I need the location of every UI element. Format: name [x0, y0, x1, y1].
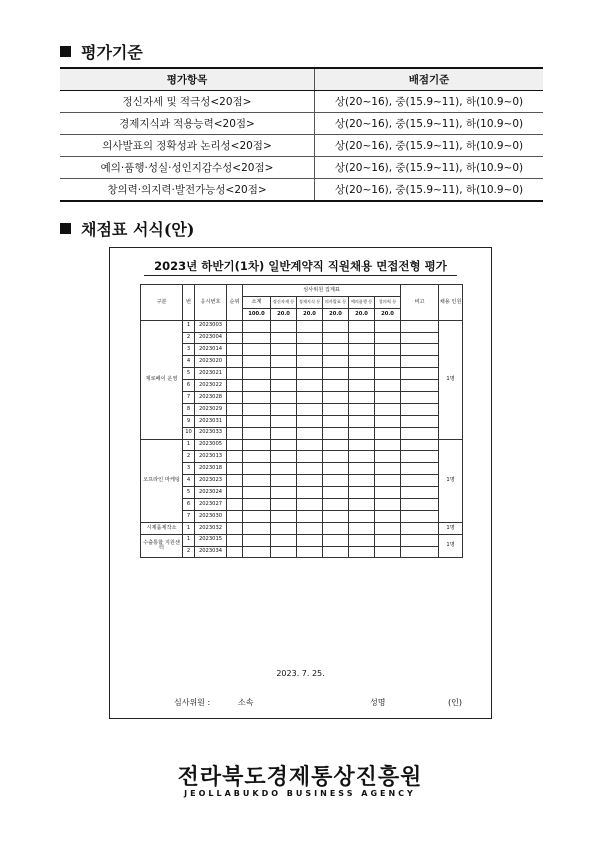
score-cell	[349, 463, 375, 475]
score-cell	[227, 463, 243, 475]
row-number: 1	[183, 534, 195, 546]
score-cell	[375, 487, 401, 499]
score-cell	[323, 368, 349, 380]
score-cell	[243, 368, 271, 380]
header-item-1: 정신자세 등	[271, 296, 297, 308]
score-cell	[349, 427, 375, 439]
row-number: 10	[183, 427, 195, 439]
square-bullet-icon	[60, 223, 71, 234]
row-number: 2	[183, 332, 195, 344]
score-row	[141, 499, 463, 511]
score-cell	[375, 546, 401, 558]
score-cell	[349, 380, 375, 392]
header-exam-no: 응시번호	[195, 285, 227, 321]
score-row	[141, 510, 463, 522]
score-row	[141, 415, 463, 427]
score-cell	[297, 368, 323, 380]
score-cell	[227, 332, 243, 344]
exam-number: 2023005	[195, 439, 227, 451]
score-cell	[243, 332, 271, 344]
score-cell	[227, 451, 243, 463]
score-cell	[401, 546, 439, 558]
title-underline	[144, 275, 457, 276]
score-cell	[227, 356, 243, 368]
row-number: 4	[183, 475, 195, 487]
score-cell	[243, 380, 271, 392]
score-cell	[243, 463, 271, 475]
score-cell	[243, 451, 271, 463]
score-cell	[271, 463, 297, 475]
exam-number: 2023015	[195, 534, 227, 546]
total-item-1: 20.0	[271, 308, 297, 320]
score-cell	[243, 392, 271, 404]
score-cell	[271, 320, 297, 332]
criteria-table	[60, 67, 543, 202]
header-item-4: 예의품행 등	[349, 296, 375, 308]
score-cell	[297, 403, 323, 415]
score-cell	[375, 475, 401, 487]
score-cell	[349, 403, 375, 415]
score-cell	[227, 344, 243, 356]
criteria-row	[60, 135, 543, 157]
score-cell	[375, 380, 401, 392]
name-label: 성명	[370, 698, 386, 707]
score-row	[141, 320, 463, 332]
exam-number: 2023023	[195, 475, 227, 487]
criteria-row	[60, 113, 543, 135]
score-cell	[243, 475, 271, 487]
score-cell	[243, 522, 271, 534]
score-cell	[297, 451, 323, 463]
score-cell	[401, 344, 439, 356]
score-cell	[375, 510, 401, 522]
score-cell	[323, 475, 349, 487]
score-cell	[227, 546, 243, 558]
total-item-5: 20.0	[375, 308, 401, 320]
score-cell	[243, 356, 271, 368]
score-cell	[323, 510, 349, 522]
exam-number: 2023018	[195, 463, 227, 475]
criteria-header-score: 배점기준	[315, 68, 544, 91]
score-cell	[401, 380, 439, 392]
row-number: 3	[183, 344, 195, 356]
score-cell	[375, 332, 401, 344]
score-cell	[349, 475, 375, 487]
judge-label: 심사위원 :	[174, 698, 211, 707]
score-cell	[401, 534, 439, 546]
score-cell	[323, 332, 349, 344]
score-cell	[323, 380, 349, 392]
score-cell	[349, 522, 375, 534]
score-cell	[349, 392, 375, 404]
criteria-row	[60, 179, 543, 202]
row-number: 6	[183, 380, 195, 392]
row-number: 2	[183, 546, 195, 558]
score-cell	[243, 403, 271, 415]
header-hires: 채용 인원	[439, 285, 463, 321]
score-cell	[297, 475, 323, 487]
score-cell	[323, 427, 349, 439]
score-cell	[323, 522, 349, 534]
header-rank: 순위	[227, 285, 243, 321]
score-cell	[243, 320, 271, 332]
score-cell	[349, 439, 375, 451]
total-item-3: 20.0	[323, 308, 349, 320]
exam-number: 2023014	[195, 344, 227, 356]
square-bullet-icon	[60, 46, 71, 57]
score-cell	[375, 439, 401, 451]
criteria-score: 상(20~16), 중(15.9~11), 하(10.9~0)	[315, 135, 544, 157]
score-cell	[375, 463, 401, 475]
score-cell	[349, 344, 375, 356]
score-cell	[271, 546, 297, 558]
row-number: 5	[183, 487, 195, 499]
criteria-item: 예의·품행·성실·성인지감수성<20점>	[60, 157, 315, 179]
score-row	[141, 463, 463, 475]
score-cell	[401, 463, 439, 475]
hires-cell: 1명	[439, 534, 463, 558]
score-cell	[349, 499, 375, 511]
score-cell	[375, 499, 401, 511]
score-cell	[297, 415, 323, 427]
score-cell	[227, 403, 243, 415]
header-judge-group: 심사위원 집계표	[243, 285, 401, 297]
criteria-score: 상(20~16), 중(15.9~11), 하(10.9~0)	[315, 91, 544, 113]
score-cell	[271, 499, 297, 511]
score-cell	[297, 380, 323, 392]
score-cell	[401, 427, 439, 439]
score-cell	[401, 451, 439, 463]
row-number: 7	[183, 392, 195, 404]
score-table	[140, 284, 463, 558]
affiliation-label: 소속	[238, 698, 254, 707]
header-item-5: 창의력 등	[375, 296, 401, 308]
exam-number: 2023021	[195, 368, 227, 380]
score-cell	[297, 463, 323, 475]
score-cell	[271, 392, 297, 404]
score-cell	[271, 344, 297, 356]
header-item-2: 경제지식 등	[297, 296, 323, 308]
exam-number: 2023022	[195, 380, 227, 392]
score-cell	[227, 499, 243, 511]
score-cell	[401, 320, 439, 332]
score-cell	[297, 499, 323, 511]
exam-number: 2023033	[195, 427, 227, 439]
hires-cell: 1명	[439, 320, 463, 439]
row-number: 4	[183, 356, 195, 368]
row-number: 3	[183, 463, 195, 475]
total-item-4: 20.0	[349, 308, 375, 320]
score-cell	[401, 510, 439, 522]
score-cell	[323, 344, 349, 356]
score-cell	[271, 380, 297, 392]
score-cell	[323, 415, 349, 427]
score-cell	[375, 368, 401, 380]
score-cell	[323, 534, 349, 546]
division-cell: 오프라인 마케팅	[141, 439, 183, 522]
row-number: 6	[183, 499, 195, 511]
score-cell	[297, 510, 323, 522]
exam-number: 2023013	[195, 451, 227, 463]
hires-cell: 1명	[439, 439, 463, 522]
score-cell	[243, 499, 271, 511]
score-cell	[227, 510, 243, 522]
score-sheet	[109, 247, 492, 719]
score-cell	[323, 487, 349, 499]
row-number: 1	[183, 522, 195, 534]
score-cell	[349, 368, 375, 380]
score-cell	[401, 487, 439, 499]
score-cell	[297, 427, 323, 439]
criteria-item: 경제지식과 적용능력<20점>	[60, 113, 315, 135]
score-cell	[349, 546, 375, 558]
score-cell	[323, 403, 349, 415]
score-cell	[401, 356, 439, 368]
score-cell	[297, 487, 323, 499]
score-cell	[243, 546, 271, 558]
division-cell: 수출통합 지원센터	[141, 534, 183, 558]
score-cell	[323, 499, 349, 511]
score-cell	[271, 487, 297, 499]
criteria-score: 상(20~16), 중(15.9~11), 하(10.9~0)	[315, 113, 544, 135]
exam-number: 2023028	[195, 392, 227, 404]
score-cell	[349, 510, 375, 522]
score-cell	[271, 427, 297, 439]
row-number: 1	[183, 439, 195, 451]
score-row	[141, 392, 463, 404]
score-cell	[375, 415, 401, 427]
score-cell	[297, 534, 323, 546]
score-cell	[227, 439, 243, 451]
row-number: 5	[183, 368, 195, 380]
score-cell	[227, 534, 243, 546]
score-cell	[323, 356, 349, 368]
score-cell	[323, 463, 349, 475]
score-sheet-title: 2023년 하반기(1차) 일반계약직 직원채용 면접전형 평가	[154, 259, 447, 273]
criteria-header-item: 평가항목	[60, 68, 315, 91]
division-cell: 시제품제작소	[141, 522, 183, 534]
score-cell	[323, 392, 349, 404]
score-row	[141, 439, 463, 451]
exam-number: 2023027	[195, 499, 227, 511]
score-cell	[271, 534, 297, 546]
exam-number: 2023020	[195, 356, 227, 368]
score-cell	[401, 403, 439, 415]
score-cell	[271, 439, 297, 451]
score-header-row-1	[141, 285, 463, 297]
header-subtotal: 소계	[243, 296, 271, 308]
score-cell	[271, 415, 297, 427]
row-number: 9	[183, 415, 195, 427]
criteria-row	[60, 157, 543, 179]
score-cell	[243, 510, 271, 522]
score-cell	[271, 522, 297, 534]
score-cell	[375, 320, 401, 332]
score-cell	[349, 356, 375, 368]
score-cell	[297, 320, 323, 332]
score-cell	[349, 534, 375, 546]
row-number: 7	[183, 510, 195, 522]
score-cell	[227, 475, 243, 487]
header-item-3: 의사발표 등	[323, 296, 349, 308]
row-number: 1	[183, 320, 195, 332]
sheet-date: 2023. 7. 25.	[276, 669, 325, 678]
score-row	[141, 403, 463, 415]
score-cell	[375, 392, 401, 404]
score-row	[141, 368, 463, 380]
score-cell	[243, 534, 271, 546]
score-cell	[227, 415, 243, 427]
exam-number: 2023032	[195, 522, 227, 534]
score-row	[141, 380, 463, 392]
score-cell	[271, 356, 297, 368]
seal-label: (인)	[448, 698, 462, 707]
score-row	[141, 475, 463, 487]
total-subtotal: 100.0	[243, 308, 271, 320]
score-cell	[227, 320, 243, 332]
section-1-title: 평가기준	[60, 40, 143, 63]
score-cell	[271, 510, 297, 522]
score-cell	[227, 368, 243, 380]
score-cell	[401, 522, 439, 534]
score-cell	[375, 427, 401, 439]
total-item-2: 20.0	[297, 308, 323, 320]
score-cell	[271, 332, 297, 344]
header-division: 구분	[141, 285, 183, 321]
score-row	[141, 356, 463, 368]
score-row	[141, 451, 463, 463]
criteria-score: 상(20~16), 중(15.9~11), 하(10.9~0)	[315, 179, 544, 202]
score-row	[141, 427, 463, 439]
exam-number: 2023004	[195, 332, 227, 344]
exam-number: 2023029	[195, 403, 227, 415]
header-no: 번	[183, 285, 195, 321]
score-cell	[243, 439, 271, 451]
score-cell	[375, 451, 401, 463]
exam-number: 2023003	[195, 320, 227, 332]
score-row	[141, 332, 463, 344]
score-cell	[375, 356, 401, 368]
score-cell	[227, 380, 243, 392]
criteria-row	[60, 91, 543, 113]
score-cell	[227, 392, 243, 404]
score-cell	[227, 427, 243, 439]
score-cell	[323, 439, 349, 451]
criteria-score: 상(20~16), 중(15.9~11), 하(10.9~0)	[315, 157, 544, 179]
score-cell	[243, 415, 271, 427]
score-cell	[349, 451, 375, 463]
score-row	[141, 344, 463, 356]
row-number: 8	[183, 403, 195, 415]
score-cell	[297, 392, 323, 404]
exam-number: 2023030	[195, 510, 227, 522]
score-cell	[401, 499, 439, 511]
score-cell	[375, 522, 401, 534]
division-cell: 제로페이 운영	[141, 320, 183, 439]
score-cell	[243, 344, 271, 356]
score-cell	[297, 439, 323, 451]
exam-number: 2023024	[195, 487, 227, 499]
score-cell	[297, 522, 323, 534]
score-cell	[227, 522, 243, 534]
score-cell	[401, 332, 439, 344]
score-cell	[349, 332, 375, 344]
score-cell	[375, 534, 401, 546]
exam-number: 2023034	[195, 546, 227, 558]
score-row	[141, 534, 463, 546]
score-cell	[243, 427, 271, 439]
score-cell	[401, 368, 439, 380]
row-number: 2	[183, 451, 195, 463]
score-row	[141, 487, 463, 499]
score-cell	[349, 415, 375, 427]
score-cell	[401, 475, 439, 487]
exam-number: 2023031	[195, 415, 227, 427]
score-cell	[375, 403, 401, 415]
score-cell	[271, 403, 297, 415]
agency-logo-korean: 전라북도경제통상진흥원	[177, 765, 423, 790]
score-cell	[401, 439, 439, 451]
score-cell	[271, 451, 297, 463]
criteria-item: 의사발표의 정확성과 논리성<20점>	[60, 135, 315, 157]
score-cell	[375, 344, 401, 356]
score-row	[141, 546, 463, 558]
score-cell	[271, 368, 297, 380]
score-cell	[323, 451, 349, 463]
score-cell	[401, 415, 439, 427]
criteria-item: 창의력·의지력·발전가능성<20점>	[60, 179, 315, 202]
criteria-header-row	[60, 68, 543, 91]
score-cell	[297, 356, 323, 368]
score-cell	[323, 546, 349, 558]
score-row	[141, 522, 463, 534]
header-remarks: 비고	[401, 285, 439, 321]
score-cell	[297, 546, 323, 558]
score-cell	[297, 344, 323, 356]
score-cell	[227, 487, 243, 499]
score-cell	[349, 320, 375, 332]
score-cell	[323, 320, 349, 332]
agency-logo-english: JEOLLABUKDO BUSINESS AGENCY	[184, 789, 416, 798]
hires-cell: 1명	[439, 522, 463, 534]
score-cell	[297, 332, 323, 344]
score-cell	[243, 487, 271, 499]
score-cell	[271, 475, 297, 487]
criteria-item: 정신자세 및 적극성<20점>	[60, 91, 315, 113]
section-2-title: 채점표 서식(안)	[60, 217, 194, 240]
score-cell	[401, 392, 439, 404]
score-cell	[349, 487, 375, 499]
